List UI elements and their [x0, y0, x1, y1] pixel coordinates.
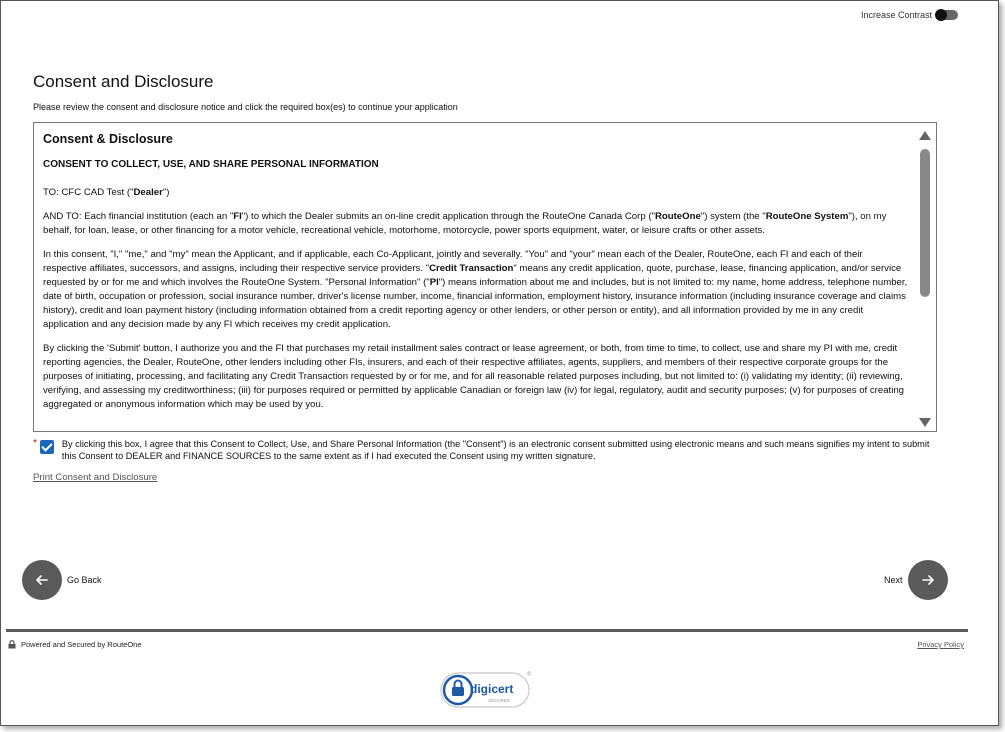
- toggle-knob: [935, 9, 947, 21]
- next-button[interactable]: [908, 560, 948, 600]
- to-dealer-paragraph: TO: CFC CAD Test ("Dealer"): [43, 187, 170, 198]
- page-title: Consent and Disclosure: [33, 72, 214, 91]
- footer-divider: [6, 629, 968, 632]
- arrow-left-icon: [35, 573, 49, 587]
- digicert-secured-seal[interactable]: [440, 669, 532, 709]
- consent-checkbox-label: By clicking this box, I agree that this Consent to Collect, Use, and Share Personal Information (the "Consent") is an electronic consent submitted using electronic means and such means signifies my intent to submit this Consent to DEALER and FINANCE SOURCES to the same extent as if I had executed the Consent using my written signature.: [61, 439, 930, 461]
- and-to-paragraph: AND TO: Each financial institution (each an "FI") to which the Dealer submits an on-line credit application through the RouteOne Canada Corp ("RouteOne") system (the "RouteOne System"), on my behalf, for loan, lease, or other financing for a motor vehicle, recreational vehicle, motorhome, motorcycle, power sports equipment, water, or leisure crafts or other assets.: [43, 211, 887, 236]
- increase-contrast-control[interactable]: [861, 10, 958, 20]
- next-label[interactable]: Next: [884, 575, 903, 585]
- consent-checkbox[interactable]: [40, 440, 54, 454]
- go-back-button[interactable]: [22, 560, 62, 600]
- definitions-paragraph: In this consent, "I," "me," and "my" mean the Applicant, and if applicable, each Co-Applicant, jointly and severally. "You" and "your" mean each of the Dealer, RouteOne, each FI and each of their respective affiliates, successors, and assigns, including their respective service providers. "Credit Transaction" means any credit application, quote, purchase, lease, financing application, and/or service requested by or for me and which involves the RouteOne System. "Personal Information" ("PI") means information about me and includes, but is not limited to: my name, home address, telephone number, date of birth, occupation or profession, social insurance number, driver's license number, income, financial information, employment history, insurance information (including insurance coverage and claims history), credit and loan payment history (including information obtained from a credit reporting agency or other lenders, or other person or entity), and all information provided by me in any credit application and any decision made by any FI which receives my credit application.: [43, 249, 908, 330]
- disclosure-subheading: CONSENT TO COLLECT, USE, AND SHARE PERSONAL INFORMATION: [43, 159, 379, 170]
- scrollbar-thumb[interactable]: [920, 149, 930, 297]
- powered-by-text: Powered and Secured by RouteOne: [21, 640, 142, 649]
- increase-contrast-toggle[interactable]: [936, 10, 958, 20]
- scroll-up-arrow-icon[interactable]: [919, 131, 931, 140]
- authorization-paragraph: By clicking the 'Submit' button, I authorize you and the FI that purchases my retail installment sales contract or lease agreement, or both, from time to time, to collect, use and share my PI with me, credit reporting agencies, the Dealer, RouteOne, other lenders including other FIs, insurers, and each of their respective affiliates, agents, suppliers, and members of their respective corporate groups for the purposes of initiating, processing, and facilitating any Credit Transaction requested by or for me, and for all reasonable related purposes including, but not limited to: (i) validating my identity; (ii) reviewing, verifying, and assessing my creditworthiness; (iii) for purposes required or permitted by applicable Canadian or foreign law (iv) for legal, regulatory, audit and security purposes; (v) for purposes of creating aggregated or anonymous information which may be used by you.: [43, 343, 905, 410]
- disclosure-heading: Consent & Disclosure: [43, 132, 173, 146]
- registered-mark: ®: [527, 672, 532, 678]
- required-asterisk: *: [33, 438, 37, 449]
- disclosure-scrollbar[interactable]: [919, 131, 931, 427]
- go-back-label[interactable]: Go Back: [67, 575, 102, 585]
- footer-powered-by: [8, 640, 142, 649]
- digicert-brand-text: digicert: [470, 682, 514, 696]
- lock-icon: [8, 640, 16, 649]
- scroll-down-arrow-icon[interactable]: [919, 418, 931, 427]
- consent-agreement-row: [33, 438, 933, 462]
- privacy-policy-link[interactable]: Privacy Policy: [917, 640, 964, 649]
- disclosure-scroll-box[interactable]: [33, 122, 937, 432]
- disclosure-content: [43, 132, 908, 422]
- page-instructions: Please review the consent and disclosure notice and click the required box(es) to continue your application: [33, 102, 458, 112]
- digicert-secured-text: SECURED: [487, 698, 511, 703]
- arrow-right-icon: [921, 573, 935, 587]
- print-consent-link[interactable]: Print Consent and Disclosure: [33, 472, 158, 483]
- increase-contrast-label: Increase Contrast: [860, 10, 932, 20]
